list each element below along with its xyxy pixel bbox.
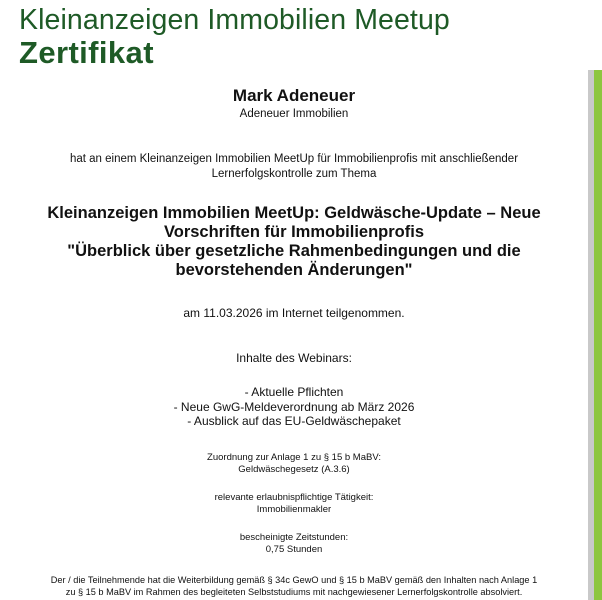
contents-item: - Aktuelle Pflichten xyxy=(244,385,344,399)
assignment-block xyxy=(0,452,588,476)
brand-name: Kleinanzeigen Immobilien Meetup xyxy=(19,4,450,36)
hours-label: bescheinigte Zeitstunden: xyxy=(239,532,349,543)
participation-statement: am 11.03.2026 im Internet teilgenommen. xyxy=(183,306,405,320)
assignment-value: Geldwäschegesetz (A.3.6) xyxy=(238,464,350,475)
topic-title xyxy=(0,204,588,280)
assignment-label: Zuordnung zur Anlage 1 zu § 15 b MaBV: xyxy=(207,452,381,463)
topic-line: bevorstehenden Änderungen" xyxy=(175,261,413,279)
footer-statement xyxy=(0,574,588,598)
contents-heading: Inhalte des Webinars: xyxy=(236,351,352,365)
certificate-title: Zertifikat xyxy=(19,35,154,70)
hours-value: 0,75 Stunden xyxy=(265,544,323,555)
participant-company: Adeneuer Immobilien xyxy=(239,108,349,120)
topic-line: "Überblick über gesetzliche Rahmenbedingungen und die xyxy=(67,242,521,260)
activity-value: Immobilienmakler xyxy=(256,504,332,515)
topic-line: Vorschriften für Immobilienprofis xyxy=(163,223,425,241)
page-edge-top xyxy=(588,0,602,70)
intro-text xyxy=(0,152,588,182)
footer-line: Der / die Teilnehmende hat die Weiterbildung gemäß § 34c GewO und § 15 b MaBV gemäß den Inhalten nach Anlage 1 xyxy=(50,575,538,585)
intro-line: Lernerfolgskontrolle zum Thema xyxy=(211,168,377,180)
activity-block xyxy=(0,492,588,516)
intro-line: hat an einem Kleinanzeigen Immobilien MeetUp für Immobilienprofis mit anschließender xyxy=(69,153,519,165)
participant-name: Mark Adeneuer xyxy=(232,86,356,105)
contents-list xyxy=(0,385,588,429)
hours-block xyxy=(0,532,588,556)
contents-item: - Neue GwG-Meldeverordnung ab März 2026 xyxy=(173,399,415,414)
contents-item: - Ausblick auf das EU-Geldwäschepaket xyxy=(187,414,401,428)
topic-line: Kleinanzeigen Immobilien MeetUp: Geldwäsche-Update – Neue xyxy=(47,204,541,222)
activity-label: relevante erlaubnispflichtige Tätigkeit: xyxy=(214,492,374,503)
footer-line: zu § 15 b MaBV im Rahmen des begleiteten Selbststudiums mit nachgewiesener Lernerfolgskontrolle absolviert. xyxy=(65,587,523,597)
page-edge-accent xyxy=(594,0,602,600)
